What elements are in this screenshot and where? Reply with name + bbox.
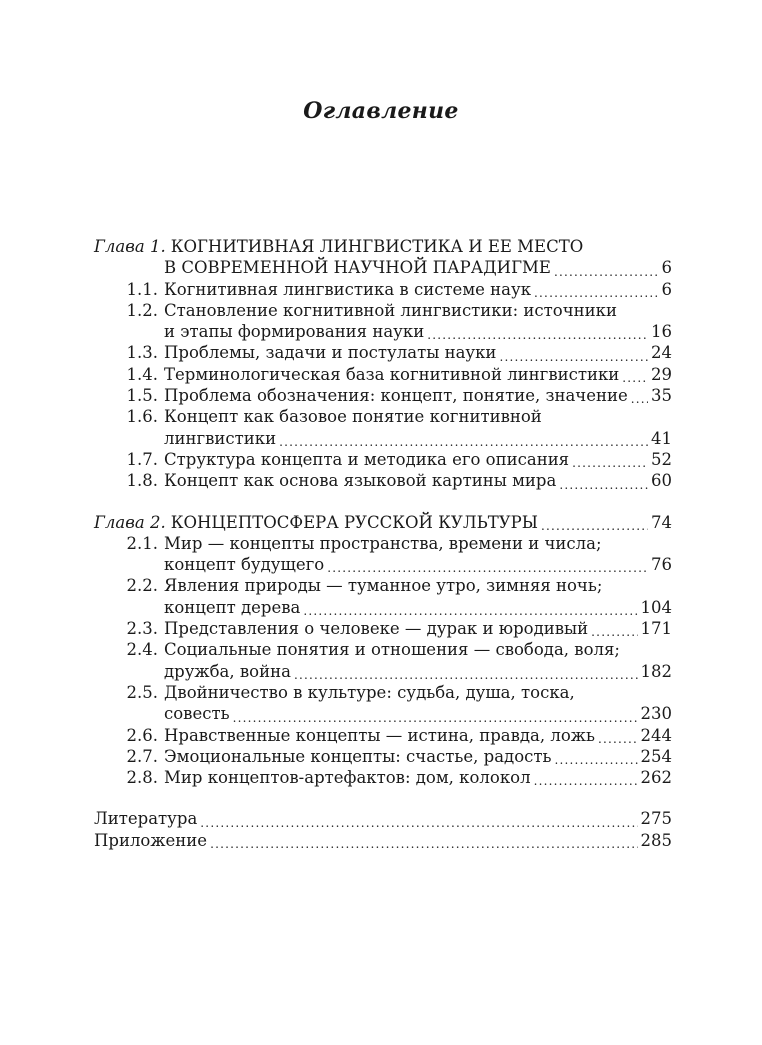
backmatter-title: Литература (94, 809, 198, 829)
chapter-1-label: Глава 1. (94, 237, 166, 256)
section-title: Явления природы — туманное утро, зимняя ночь; (164, 576, 603, 596)
chapter-2-label: Глава 2. (94, 512, 166, 532)
leader-dots (200, 808, 637, 829)
section-title: и этапы формирования науки (164, 322, 425, 342)
leader-dots (233, 703, 638, 724)
section-page: 171 (640, 619, 672, 639)
chapter-1-heading-cont (94, 257, 672, 278)
leader-dots (555, 746, 638, 767)
chapter-2-title: КОНЦЕПТОСФЕРА РУССКОЙ КУЛЬТУРЫ (170, 512, 539, 532)
toc-entry-line (94, 449, 672, 470)
section-title: Становление когнитивной лингвистики: источники (164, 300, 617, 320)
leader-dots (327, 554, 648, 575)
toc-entry-line (94, 342, 672, 363)
backmatter-entry (94, 830, 672, 851)
section-number: 2.8. (126, 768, 158, 788)
section-number: 2.5. (126, 682, 158, 702)
section-number: 1.7. (126, 449, 158, 469)
leader-dots (591, 618, 637, 639)
toc-entry-line (94, 703, 672, 724)
chapter-1-title-line2: В СОВРЕМЕННОЙ НАУЧНОЙ ПАРАДИГМЕ (164, 258, 551, 278)
toc-entry-line (94, 639, 672, 660)
leader-dots (598, 725, 638, 746)
page-title: Оглавление (303, 98, 459, 124)
toc-entry-line (94, 300, 672, 321)
section-number: 2.7. (126, 746, 158, 766)
chapter-2-page: 74 (651, 512, 672, 532)
chapter-1-title-line1: КОГНИТИВНАЯ ЛИНГВИСТИКА И ЕЕ МЕСТО (170, 237, 584, 256)
leader-dots (534, 279, 658, 300)
section-page: 76 (651, 555, 672, 575)
chapter-1-heading (94, 236, 672, 257)
section-title: Нравственные концепты — истина, правда, ложь (164, 725, 595, 745)
toc-entry-line (94, 533, 672, 554)
section-number: 2.2. (126, 576, 158, 596)
section-page: 182 (640, 661, 672, 681)
section-number: 1.2. (126, 300, 158, 320)
section-page: 6 (661, 279, 672, 299)
chapter-2-heading (94, 512, 672, 533)
backmatter-title: Приложение (94, 830, 208, 850)
toc-entry-line (94, 725, 672, 746)
toc-entry-line (94, 428, 672, 449)
toc-entry-line (94, 597, 672, 618)
backmatter (94, 808, 672, 851)
section-page: 16 (651, 322, 672, 342)
section-number: 2.6. (126, 725, 158, 745)
section-title: концепт будущего (164, 555, 325, 575)
section-title: Мир концептов-артефактов: дом, колокол (164, 768, 531, 788)
leader-dots (210, 830, 637, 851)
section-page: 41 (651, 428, 672, 448)
section-number: 2.3. (126, 619, 158, 639)
toc-entry-line (94, 554, 672, 575)
leader-dots (534, 767, 638, 788)
section-page: 254 (640, 746, 672, 766)
section-page: 52 (651, 449, 672, 469)
backmatter-page: 275 (640, 809, 672, 829)
toc-entry-line (94, 618, 672, 639)
toc-entry-line (94, 470, 672, 491)
section-page: 244 (640, 725, 672, 745)
section-title: Концепт как базовое понятие когнитивной (164, 407, 542, 427)
section-number: 1.6. (126, 407, 158, 427)
backmatter-page: 285 (640, 830, 672, 850)
section-number: 1.3. (126, 343, 158, 363)
section-title: Мир — концепты пространства, времени и числа; (164, 533, 602, 553)
toc-entry-line (94, 575, 672, 596)
leader-dots (279, 428, 648, 449)
section-title: концепт дерева (164, 597, 301, 617)
toc-entry-line (94, 364, 672, 385)
section-title: Концепт как основа языковой картины мира (164, 471, 557, 491)
section-number: 2.4. (126, 640, 158, 660)
section-title: Проблемы, задачи и постулаты науки (164, 343, 497, 363)
leader-dots (303, 597, 637, 618)
section-number: 1.5. (126, 386, 158, 406)
chapter-1-sections (94, 279, 672, 492)
toc-entry-line (94, 682, 672, 703)
chapter-2-sections (94, 533, 672, 789)
leader-dots (427, 321, 648, 342)
leader-dots (622, 364, 648, 385)
leader-dots (499, 342, 648, 363)
toc-entry-line (94, 767, 672, 788)
chapter-1-page: 6 (661, 258, 672, 278)
section-number: 1.4. (126, 364, 158, 384)
section-number: 2.1. (126, 533, 158, 553)
section-title: Проблема обозначения: концепт, понятие, значение (164, 386, 628, 406)
toc-entry-line (94, 406, 672, 427)
section-page: 262 (640, 768, 672, 788)
section-title: Эмоциональные концепты: счастье, радость (164, 746, 552, 766)
table-of-contents (94, 236, 672, 851)
leader-dots (554, 257, 659, 278)
toc-entry-line (94, 279, 672, 300)
backmatter-entry (94, 808, 672, 829)
section-page: 230 (640, 704, 672, 724)
section-number: 1.8. (126, 471, 158, 491)
section-title: Представления о человеке — дурак и юродивый (164, 619, 589, 639)
section-page: 29 (651, 364, 672, 384)
toc-entry-line (94, 661, 672, 682)
section-title: Терминологическая база когнитивной лингвистики (164, 364, 620, 384)
section-page: 104 (640, 597, 672, 617)
section-title: лингвистики (164, 428, 277, 448)
leader-dots (631, 385, 648, 406)
leader-dots (541, 512, 648, 533)
section-title: Структура концепта и методика его описания (164, 449, 570, 469)
section-title: Социальные понятия и отношения — свобода, воля; (164, 640, 620, 660)
section-title: Двойничество в культуре: судьба, душа, тоска, (164, 682, 575, 702)
toc-entry-line (94, 746, 672, 767)
section-title: Когнитивная лингвистика в системе наук (164, 279, 532, 299)
section-number: 1.1. (126, 279, 158, 299)
section-title: дружба, война (164, 661, 291, 681)
toc-entry-line (94, 321, 672, 342)
section-page: 24 (651, 343, 672, 363)
leader-dots (294, 661, 638, 682)
toc-entry-line (94, 385, 672, 406)
section-title: совесть (164, 704, 230, 724)
leader-dots (559, 470, 648, 491)
section-page: 35 (651, 386, 672, 406)
leader-dots (572, 449, 648, 470)
section-page: 60 (651, 471, 672, 491)
